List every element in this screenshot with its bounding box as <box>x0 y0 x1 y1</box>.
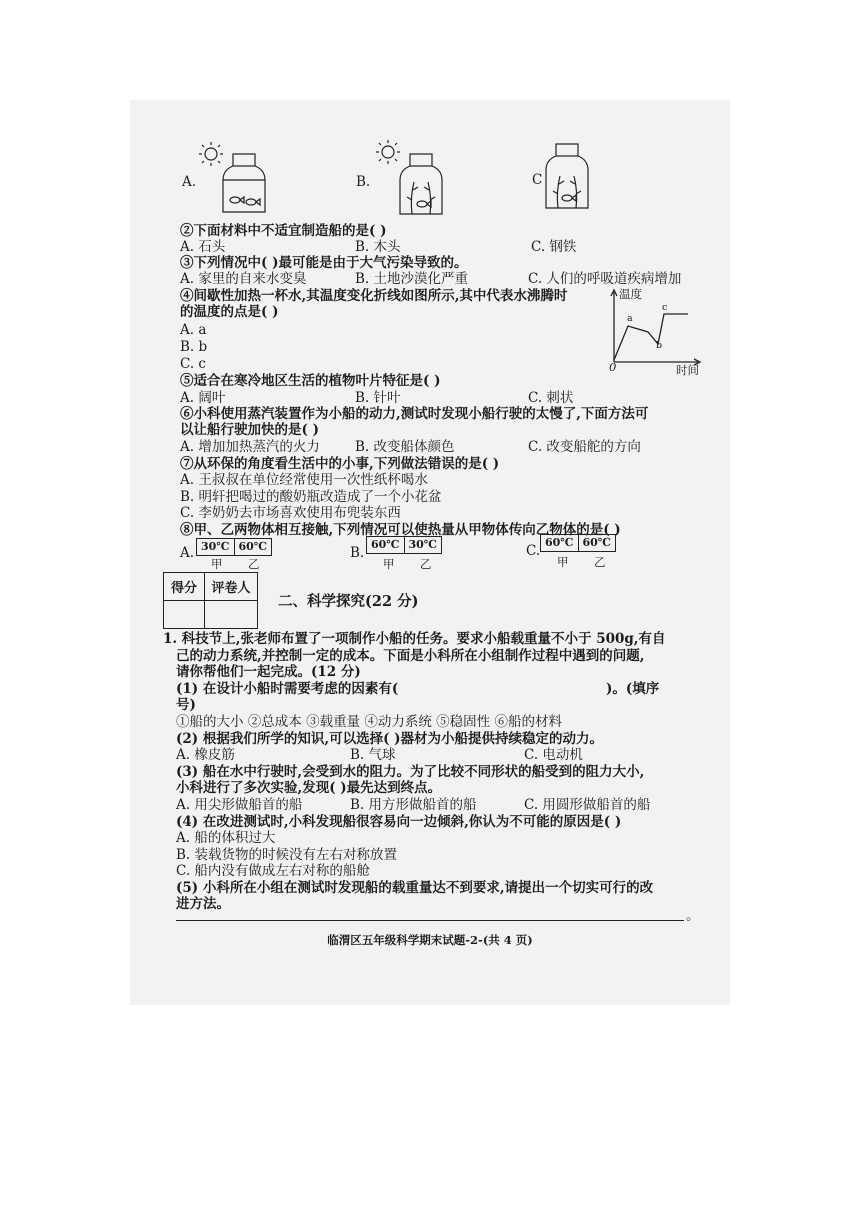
score-cell[interactable] <box>164 601 205 629</box>
q2-option-b: B. 木头 <box>355 239 401 255</box>
q8-option-c-label: C. <box>526 543 541 559</box>
p1-q2-option-b: B. 气球 <box>350 747 396 763</box>
q2-option-a: A. 石头 <box>180 239 226 255</box>
page-footer: 临渭区五年级科学期末试题-2-(共 4 页) <box>327 933 533 947</box>
p1-q1-options: ①船的大小 ②总成本 ③载重量 ④动力系统 ⑤稳固性 ⑥船的材料 <box>176 714 562 730</box>
p1-q3-option-a: A. 用尖形做船首的船 <box>176 797 303 813</box>
p1-q4-text: (4) 在改进测试时,小科发现船很容易向一边倾斜,你认为不可能的原因是( ) <box>176 814 622 830</box>
q8-a-jia-temp: 30℃ <box>201 540 230 553</box>
graph-ylabel: 温度 <box>619 287 642 301</box>
q2-option-c: C. 钢铁 <box>531 239 577 255</box>
q7-option-c: C. 李奶奶去市场喜欢使用布兜装东西 <box>180 505 401 521</box>
q8-b-yi: 乙 <box>420 557 432 571</box>
p1-q2-option-c: C. 电动机 <box>524 747 583 763</box>
p1-q3-option-b: B. 用方形做船首的船 <box>350 797 477 813</box>
q8-c-yi: 乙 <box>594 555 606 569</box>
graph-xlabel: 时间 <box>676 363 699 377</box>
sun-jar-fish-icon <box>195 140 285 220</box>
q5-option-c: C. 刺状 <box>528 390 574 406</box>
q3-option-a: A. 家里的自来水变臭 <box>180 271 307 287</box>
p1-q4-option-b: B. 装载货物的时候没有左右对称放置 <box>176 847 398 863</box>
q4-option-c: C. c <box>180 356 206 372</box>
q8-option-a-label: A. <box>180 545 195 561</box>
q4-text-line2: 的温度的点是( ) <box>180 304 279 320</box>
q6-option-c: C. 改变船舵的方向 <box>528 439 641 455</box>
p1-q1-text: (1) 在设计小船时需要考虑的因素有( <box>176 681 399 697</box>
q8-a-yi-temp: 60℃ <box>234 539 272 555</box>
q8-c-jia: 甲 <box>557 555 569 569</box>
score-header: 得分 <box>164 573 205 601</box>
q5-text: ⑤适合在寒冷地区生活的植物叶片特征是( ) <box>180 373 441 389</box>
q4-option-a: A. a <box>180 322 207 338</box>
q8-option-c-temps <box>540 534 616 552</box>
q8-text: ⑧甲、乙两物体相互接触,下列情况可以使热量从甲物体传向乙物体的是( ) <box>180 522 621 538</box>
p1-q1-text-wrap: 号) <box>176 697 196 713</box>
q3-text: ③下列情况中( )最可能是由于大气污染导致的。 <box>180 255 468 271</box>
q8-b-jia: 甲 <box>383 557 395 571</box>
p1-text-line3: 请你帮他们一起完成。(12 分) <box>176 664 361 680</box>
p1-q3-text-line1: (3) 船在水中行驶时,会受到水的阻力。为了比较不同形状的船受到的阻力大小, <box>176 764 645 780</box>
q5-option-a: A. 阔叶 <box>180 390 226 406</box>
graph-point-b: b <box>656 340 663 351</box>
q8-c-jia-temp: 60℃ <box>545 536 574 549</box>
p1-q4-option-c: C. 船内没有做成左右对称的船舱 <box>176 863 370 879</box>
q8-option-b-temps <box>366 536 442 554</box>
q8-a-yi: 乙 <box>248 557 260 571</box>
p1-q1-text-end: )。(填序 <box>606 681 660 697</box>
p1-q3-option-c: C. 用圆形做船首的船 <box>524 797 651 813</box>
p1-q3-text-line2: 小科进行了多次实验,发现( )最先达到终点。 <box>176 780 442 796</box>
score-table <box>163 572 258 629</box>
q5-option-b: B. 针叶 <box>355 390 401 406</box>
q8-option-a-temps <box>196 538 272 556</box>
q7-option-a: A. 王叔叔在单位经常使用一次性纸杯喝水 <box>180 472 428 488</box>
q4-text-line1: ④间歇性加热一杯水,其温度变化折线如图所示,其中代表水沸腾时 <box>180 288 568 304</box>
p1-q5-text-line2: 进方法。 <box>176 896 230 912</box>
p1-text-line2: 己的动力系统,并控制一定的成本。下面是小科所在小组制作过程中遇到的问题, <box>176 648 645 664</box>
q1-option-c-label: C <box>532 172 543 188</box>
p1-q4-option-a: A. 船的体积过大 <box>176 830 276 846</box>
q6-text-line1: ⑥小科使用蒸汽装置作为小船的动力,测试时发现小船行驶的太慢了,下面方法可 <box>180 406 649 422</box>
q6-text-line2: 以让船行驶加快的是( ) <box>180 422 319 438</box>
q8-b-jia-temp: 60℃ <box>371 538 400 551</box>
q3-option-c: C. 人们的呼吸道疾病增加 <box>528 271 682 287</box>
p1-text-line1: 1. 科技节上,张老师布置了一项制作小船的任务。要求小船载重量不小于 500g,有自 <box>163 631 666 647</box>
q7-option-b: B. 明轩把喝过的酸奶瓶改造成了一个小花盆 <box>180 489 442 505</box>
p1-q2-text: (2) 根据我们所学的知识,可以选择( )器材为小船提供持续稳定的动力。 <box>176 731 604 747</box>
jar-plant-fish-icon <box>538 138 598 218</box>
q8-a-jia: 甲 <box>211 557 223 571</box>
q7-text: ⑦从环保的角度看生活中的小事,下列做法错误的是( ) <box>180 456 500 472</box>
q8-option-b-label: B. <box>350 545 365 561</box>
graph-origin: 0 <box>609 360 617 374</box>
q6-option-b: B. 改变船体颜色 <box>355 439 455 455</box>
q4-option-b: B. b <box>180 339 208 355</box>
graph-point-a: a <box>627 313 633 324</box>
q3-option-b: B. 土地沙漠化严重 <box>355 271 469 287</box>
answer-line[interactable] <box>176 920 684 921</box>
grader-cell[interactable] <box>205 601 258 629</box>
sun-jar-plant-fish-icon <box>372 138 462 220</box>
section-two-title: 二、科学探究(22 分) <box>278 593 419 610</box>
q8-b-yi-temp: 30℃ <box>404 537 442 553</box>
grader-header: 评卷人 <box>205 573 258 601</box>
q1-option-a-label: A. <box>182 174 197 190</box>
graph-point-c: c <box>662 302 668 313</box>
q8-c-yi-temp: 60℃ <box>578 535 616 551</box>
q6-option-a: A. 增加加热蒸汽的火力 <box>180 439 320 455</box>
p1-q2-option-a: A. 橡皮筋 <box>176 747 235 763</box>
q1-option-b-label: B. <box>356 174 371 190</box>
answer-line-end-mark: 。 <box>686 908 700 924</box>
p1-q5-text-line1: (5) 小科所在小组在测试时发现船的载重量达不到要求,请提出一个切实可行的改 <box>176 880 654 896</box>
q2-text: ②下面材料中不适宜制造船的是( ) <box>180 223 387 239</box>
